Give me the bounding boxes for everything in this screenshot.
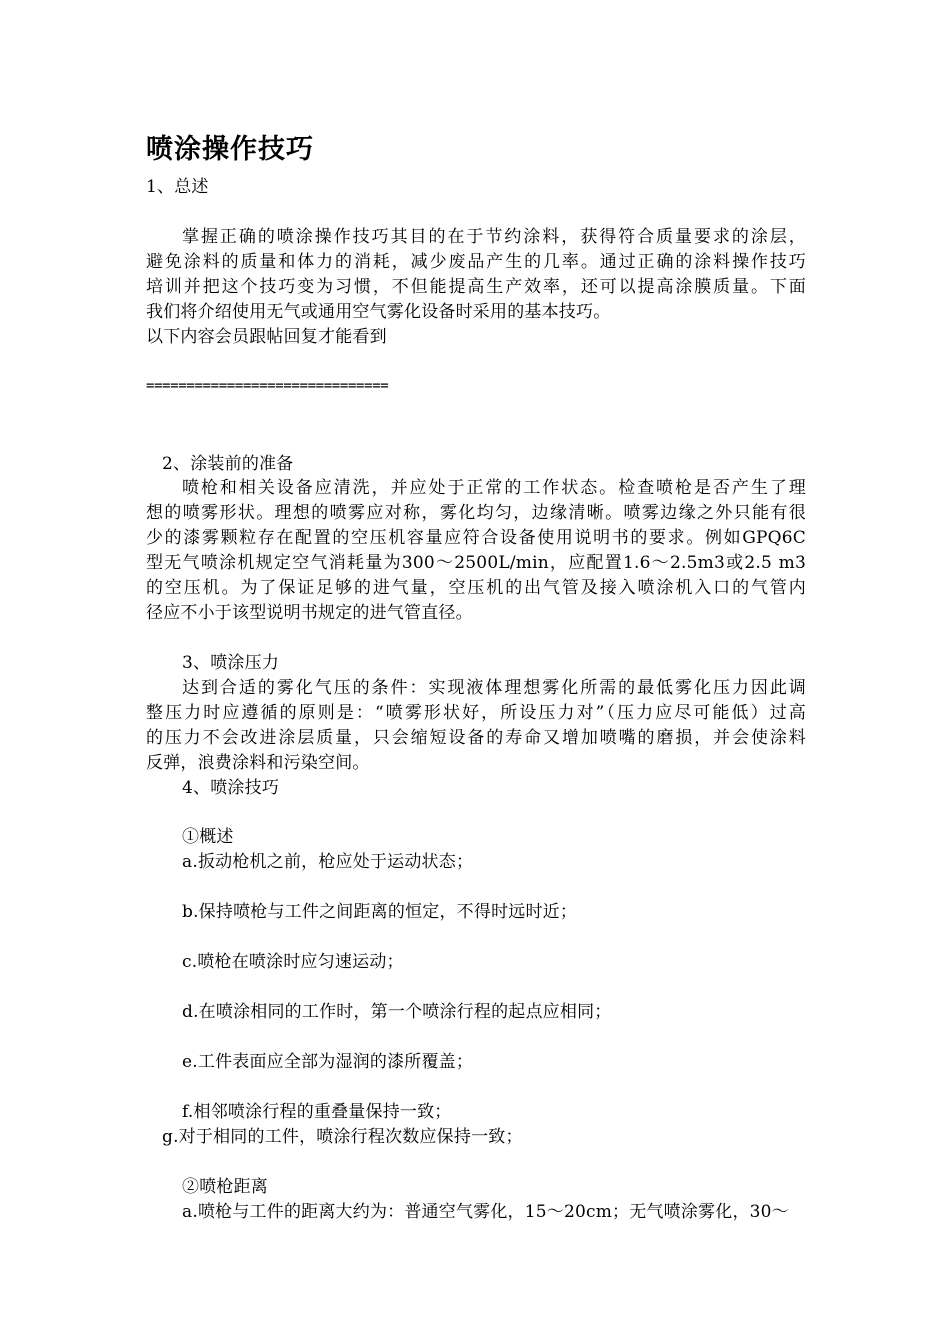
list-item-d: d.在喷涂相同的工作时，第一个喷涂行程的起点应相同； [182, 1002, 612, 1022]
section-1-paragraph-line-2: 避免涂料的质量和体力的消耗，减少废品产生的几率。通过正确的涂料操作技巧 [146, 252, 806, 272]
section-1-heading: 1、总述 [146, 177, 209, 197]
section-3-paragraph-line-3: 的压力不会改进涂层质量，只会缩短设备的寿命又增加喷嘴的磨损，并会使涂料 [146, 728, 806, 748]
divider-line: ============================== [146, 378, 389, 394]
section-2-paragraph-line-6: 径应不小于该型说明书规定的进气管直径。 [146, 603, 473, 623]
section-2-heading: 2、涂装前的准备 [162, 454, 294, 474]
section-3-paragraph-line-1: 达到合适的雾化气压的条件：实现液体理想雾化所需的最低雾化压力因此调 [182, 678, 806, 698]
list-item-b: b.保持喷枪与工件之间距离的恒定，不得时远时近； [182, 902, 578, 922]
distance-subheading: ②喷枪距离 [182, 1177, 268, 1197]
section-2-paragraph-line-3: 少的漆雾颗粒存在配置的空压机容量应符合设备使用说明书的要求。例如GPQ6C [146, 528, 806, 548]
section-3-heading: 3、喷涂压力 [182, 653, 280, 673]
section-2-paragraph-line-5: 的空压机。为了保证足够的进气量，空压机的出气管及接入喷涂机入口的气管内 [146, 578, 806, 598]
overview-subheading: ①概述 [182, 827, 234, 847]
section-2-paragraph-line-2: 想的喷雾形状。理想的喷雾应对称，雾化均匀，边缘清晰。喷雾边缘之外只能有很 [146, 503, 806, 523]
document-title: 喷涂操作技巧 [146, 134, 314, 165]
list-item-g: g.对于相同的工件，喷涂行程次数应保持一致； [162, 1127, 523, 1147]
section-1-paragraph-line-1: 掌握正确的喷涂操作技巧其目的在于节约涂料，获得符合质量要求的涂层， [182, 227, 806, 247]
list-item-f: f.相邻喷涂行程的重叠量保持一致； [182, 1102, 452, 1122]
section-2-paragraph-line-4: 型无气喷涂机规定空气消耗量为300～2500L/min，应配置1.6～2.5m3或2.5 m3 [146, 553, 806, 573]
member-only-note: 以下内容会员跟帖回复才能看到 [146, 327, 387, 347]
section-1-paragraph-line-4: 我们将介绍使用无气或通用空气雾化设备时采用的基本技巧。 [146, 302, 611, 322]
list-item-c: c.喷枪在喷涂时应匀速运动； [182, 952, 404, 972]
section-4-heading: 4、喷涂技巧 [182, 778, 280, 798]
list-item-a: a.扳动枪机之前，枪应处于运动状态； [182, 852, 474, 872]
section-2-paragraph-line-1: 喷枪和相关设备应清洗，并应处于正常的工作状态。检查喷枪是否产生了理 [182, 478, 806, 498]
list-item-e: e.工件表面应全部为湿润的漆所覆盖； [182, 1052, 474, 1072]
section-1-paragraph-line-3: 培训并把这个技巧变为习惯，不但能提高生产效率，还可以提高涂膜质量。下面 [146, 277, 806, 297]
section-3-paragraph-line-4: 反弹，浪费涂料和污染空间。 [146, 753, 370, 773]
distance-item-a: a.喷枪与工件的距离大约为：普通空气雾化，15～20cm；无气喷涂雾化，30～ [182, 1202, 789, 1222]
section-3-paragraph-line-2: 整压力时应遵循的原则是：“喷雾形状好，所设压力对”（压力应尽可能低）过高 [146, 703, 806, 723]
